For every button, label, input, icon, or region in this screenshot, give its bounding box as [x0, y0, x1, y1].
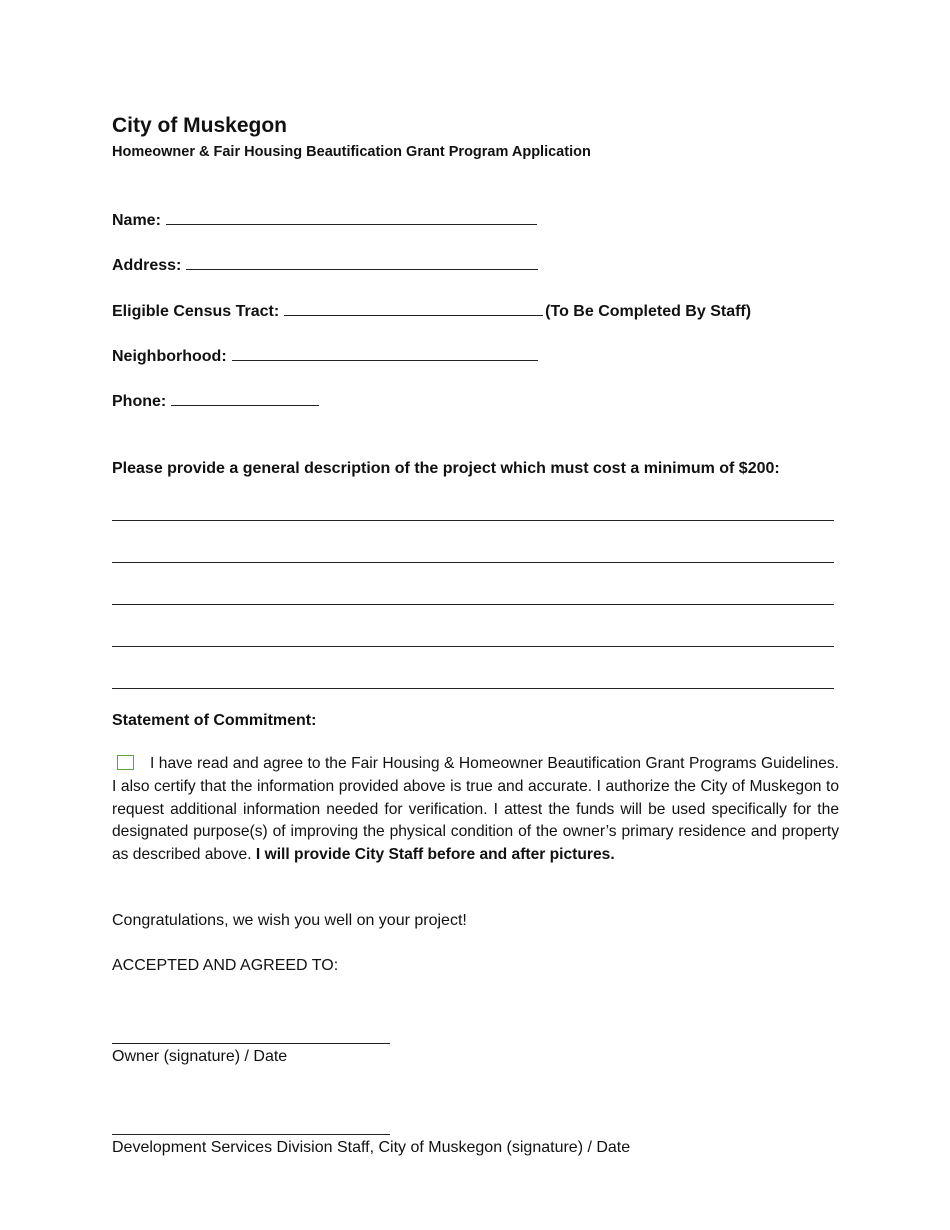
address-input-line[interactable] [186, 255, 538, 270]
census-input-line[interactable] [284, 301, 543, 316]
neighborhood-label: Neighborhood: [112, 348, 227, 365]
name-label: Name: [112, 212, 161, 229]
phone-input-line[interactable] [171, 391, 319, 406]
neighborhood-input-line[interactable] [232, 346, 538, 361]
commitment-text: I have read and agree to the Fair Housing & Homeowner Beautification Grant Programs Guidelines. I also certify that the information provided above is true and accurate. I authorize the City of Muskegon to request additional information needed for verification. I attest the funds will be used specifically for the designated purpose(s) of improving the physical condition of the owner’s primary residence and property as described above. [112, 755, 839, 864]
description-line[interactable] [112, 604, 834, 605]
census-label: Eligible Census Tract: [112, 303, 280, 320]
name-input-line[interactable] [166, 210, 537, 225]
phone-label: Phone: [112, 393, 167, 410]
description-line[interactable] [112, 520, 834, 521]
agree-checkbox[interactable] [117, 755, 134, 770]
page-title: City of Muskegon [112, 114, 288, 137]
staff-signature-caption: Development Services Division Staff, City of Muskegon (signature) / Date [112, 1139, 631, 1156]
commitment-heading: Statement of Commitment: [112, 712, 317, 729]
accepted-heading: ACCEPTED AND AGREED TO: [112, 957, 339, 974]
description-line[interactable] [112, 688, 834, 689]
staff-signature-line[interactable] [112, 1134, 390, 1135]
commitment-statement [112, 753, 839, 867]
census-field-row [112, 301, 751, 321]
neighborhood-field-row [112, 346, 538, 366]
congratulations-text: Congratulations, we wish you well on your project! [112, 912, 467, 929]
census-staff-note: (To Be Completed By Staff) [545, 303, 752, 320]
description-line[interactable] [112, 646, 834, 647]
description-line[interactable] [112, 562, 834, 563]
commitment-bold-text: I will provide City Staff before and after pictures. [255, 846, 615, 864]
owner-signature-caption: Owner (signature) / Date [112, 1048, 288, 1065]
phone-field-row [112, 391, 319, 411]
owner-signature-line[interactable] [112, 1043, 390, 1044]
address-label: Address: [112, 257, 182, 274]
description-prompt: Please provide a general description of the project which must cost a minimum of $200: [112, 460, 780, 477]
page-subtitle: Homeowner & Fair Housing Beautification Grant Program Application [112, 144, 591, 160]
address-field-row [112, 255, 538, 275]
name-field-row [112, 210, 537, 230]
